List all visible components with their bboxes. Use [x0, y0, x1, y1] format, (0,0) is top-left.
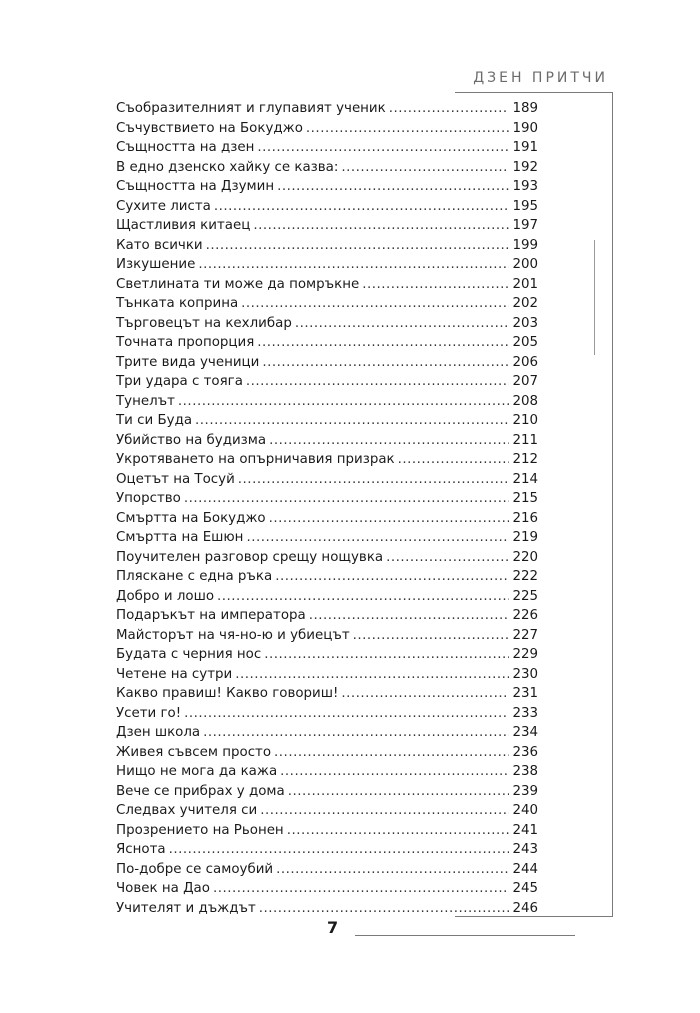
toc-entry-page: 206 [512, 354, 538, 370]
toc-entry [116, 840, 538, 860]
toc-entry-title: Пляскане с една ръка [116, 569, 273, 584]
toc-entry-page: 243 [512, 842, 538, 857]
running-title: ДЗЕН ПРИТЧИ [473, 70, 608, 86]
toc-entry [116, 294, 538, 314]
toc-dot-leader [241, 294, 509, 314]
toc-entry-title: Точната пропорция [116, 335, 255, 350]
toc-dot-leader [341, 158, 509, 178]
toc-dot-leader [203, 723, 509, 743]
toc-entry-title: Изкушение [116, 257, 196, 272]
toc-dot-leader [280, 762, 509, 782]
toc-entry [116, 528, 538, 548]
toc-dot-leader [246, 372, 509, 392]
toc-entry-page: 230 [512, 666, 538, 682]
toc-entry-title: Същността на Дзумин [116, 179, 275, 194]
toc-entry-page: 215 [512, 491, 538, 506]
toc-entry [116, 197, 538, 217]
toc-dot-leader [269, 509, 509, 529]
toc-dot-leader [253, 216, 509, 236]
toc-entry [116, 684, 538, 704]
toc-dot-leader [260, 801, 509, 821]
toc-entry-title: Щастливия китаец [116, 218, 251, 233]
toc-entry-title: Следвах учителя си [116, 803, 258, 818]
toc-entry-page: 229 [512, 647, 538, 662]
toc-entry [116, 743, 538, 763]
toc-entry-title: Подаръкът на императора [116, 608, 306, 623]
toc-dot-leader [246, 528, 509, 548]
toc-entry-page: 201 [512, 276, 538, 292]
toc-entry-page: 245 [512, 881, 538, 896]
toc-entry [116, 450, 538, 470]
toc-dot-leader [287, 821, 509, 841]
toc-entry-title: Съчувствието на Бокуджо [116, 120, 303, 136]
toc-entry [116, 665, 538, 685]
toc-entry [116, 548, 538, 568]
toc-entry [116, 489, 538, 509]
toc-entry-page: 225 [512, 588, 538, 604]
page-number: 7 [327, 918, 339, 937]
toc-dot-leader [217, 587, 509, 607]
toc-entry-title: Учителят и дъждът [116, 900, 256, 916]
toc-entry-title: Живея съвсем просто [116, 744, 272, 760]
toc-entry-page: 227 [512, 627, 538, 643]
toc-entry-title: Дзен школа [116, 725, 201, 740]
toc-entry-title: В едно дзенско хайку се казва: [116, 159, 339, 175]
toc-entry-title: Човек на Дао [116, 881, 210, 896]
toc-dot-leader [195, 411, 509, 431]
toc-dot-leader [275, 567, 509, 587]
toc-entry-page: 189 [512, 101, 538, 116]
toc-entry-page: 231 [512, 686, 538, 701]
toc-dot-leader [213, 879, 509, 899]
margin-rule-top [612, 92, 613, 354]
toc-entry [116, 119, 538, 139]
toc-entry [116, 645, 538, 665]
toc-dot-leader [309, 606, 509, 626]
toc-entry-title: Оцетът на Тосуй [116, 471, 235, 487]
toc-entry [116, 177, 538, 197]
toc-dot-leader [198, 255, 509, 275]
table-of-contents [116, 99, 538, 918]
toc-entry [116, 879, 538, 899]
toc-entry [116, 411, 538, 431]
toc-dot-leader [353, 626, 509, 646]
toc-entry [116, 236, 538, 256]
toc-entry [116, 99, 538, 119]
toc-entry [116, 138, 538, 158]
toc-entry [116, 314, 538, 334]
header-rule [455, 92, 613, 93]
toc-entry-title: Укротяването на опърничавия призрак [116, 452, 395, 467]
toc-entry-page: 200 [512, 257, 538, 272]
toc-entry-title: Смъртта на Ешюн [116, 530, 244, 545]
toc-entry-title: Яснота [116, 842, 166, 857]
toc-entry-page: 191 [512, 140, 538, 155]
toc-dot-leader [277, 177, 509, 197]
toc-dot-leader [386, 548, 509, 568]
toc-entry-title: Добро и лошо [116, 588, 215, 604]
toc-entry [116, 567, 538, 587]
toc-entry [116, 431, 538, 451]
toc-entry [116, 372, 538, 392]
toc-entry [116, 899, 538, 919]
toc-entry-page: 240 [512, 803, 538, 818]
toc-entry [116, 821, 538, 841]
toc-entry-page: 241 [512, 822, 538, 838]
toc-dot-leader [262, 353, 509, 373]
margin-rule-inner [594, 240, 595, 355]
toc-dot-leader [214, 197, 509, 217]
toc-entry-page: 205 [512, 335, 538, 350]
toc-entry [116, 606, 538, 626]
toc-entry-page: 246 [512, 900, 538, 916]
toc-entry-page: 207 [512, 374, 538, 389]
toc-entry [116, 762, 538, 782]
toc-entry-page: 219 [512, 530, 538, 545]
toc-entry-page: 212 [512, 452, 538, 467]
toc-entry-title: Тунелът [116, 393, 175, 409]
toc-entry-title: Ти си Буда [116, 413, 193, 428]
toc-entry [116, 626, 538, 646]
toc-entry-page: 244 [512, 861, 538, 877]
toc-entry [116, 470, 538, 490]
toc-entry-title: Усети го! [116, 705, 182, 721]
toc-entry-page: 190 [512, 120, 538, 136]
toc-entry-title: Тънката коприна [116, 296, 239, 311]
toc-dot-leader [259, 899, 509, 919]
toc-entry [116, 587, 538, 607]
toc-dot-leader [389, 99, 509, 119]
toc-entry-title: Съобразителният и глупавият ученик [116, 101, 386, 116]
toc-entry [116, 801, 538, 821]
toc-entry-page: 222 [512, 569, 538, 584]
toc-dot-leader [184, 704, 509, 724]
toc-entry-title: Като всички [116, 237, 203, 253]
toc-entry [116, 509, 538, 529]
toc-dot-leader [238, 470, 509, 490]
toc-dot-leader [398, 450, 509, 470]
toc-entry-title: Същността на дзен [116, 140, 255, 155]
toc-entry-page: 211 [512, 432, 538, 448]
toc-entry-page: 214 [512, 471, 538, 487]
toc-entry-page: 192 [512, 159, 538, 175]
toc-entry-page: 197 [512, 218, 538, 233]
footer-rule-lower [355, 935, 575, 936]
toc-entry-page: 210 [512, 413, 538, 428]
toc-entry-title: Прозрението на Рьонен [116, 822, 284, 838]
toc-entry-title: Смъртта на Бокуджо [116, 510, 266, 526]
toc-dot-leader [178, 392, 509, 412]
toc-entry-title: Упорство [116, 491, 181, 506]
toc-dot-leader [184, 489, 509, 509]
toc-dot-leader [274, 743, 509, 763]
toc-entry-title: Майсторът на чя-но-ю и убиецът [116, 627, 350, 643]
toc-entry [116, 723, 538, 743]
toc-entry [116, 860, 538, 880]
toc-entry-page: 208 [512, 393, 538, 409]
toc-dot-leader [341, 684, 509, 704]
toc-dot-leader [288, 782, 509, 802]
toc-entry-title: Светлината ти може да помръкне [116, 276, 360, 292]
toc-entry-page: 226 [512, 608, 538, 623]
toc-entry-page: 216 [512, 510, 538, 526]
toc-dot-leader [206, 236, 509, 256]
toc-entry-page: 193 [512, 179, 538, 194]
toc-entry-page: 234 [512, 725, 538, 740]
toc-entry-title: Сухите листа [116, 198, 211, 214]
toc-dot-leader [264, 645, 509, 665]
toc-entry [116, 782, 538, 802]
toc-dot-leader [276, 860, 509, 880]
toc-entry [116, 333, 538, 353]
toc-entry-page: 236 [512, 744, 538, 760]
toc-entry [116, 392, 538, 412]
toc-dot-leader [362, 275, 509, 295]
toc-dot-leader [257, 138, 509, 158]
toc-entry [116, 704, 538, 724]
toc-entry-title: Четене на сутри [116, 666, 233, 682]
toc-entry [116, 158, 538, 178]
toc-dot-leader [295, 314, 509, 334]
toc-entry-page: 203 [512, 315, 538, 331]
margin-rule-long [612, 354, 613, 916]
toc-entry [116, 353, 538, 373]
toc-entry-title: Три удара с тояга [116, 374, 243, 389]
toc-entry [116, 255, 538, 275]
toc-entry-page: 238 [512, 764, 538, 779]
toc-entry [116, 216, 538, 236]
toc-entry-page: 233 [512, 705, 538, 721]
toc-dot-leader [169, 840, 509, 860]
toc-entry-title: Поучителен разговор срещу нощувка [116, 549, 384, 565]
toc-entry-title: Трите вида ученици [116, 354, 260, 370]
toc-entry-page: 220 [512, 549, 538, 565]
toc-entry-title: Търговецът на кехлибар [116, 315, 292, 331]
toc-dot-leader [257, 333, 509, 353]
toc-entry-title: Будата с черния нос [116, 647, 262, 662]
toc-entry-page: 195 [512, 198, 538, 214]
toc-entry-title: Нищо не мога да кажа [116, 764, 278, 779]
toc-entry-page: 199 [512, 237, 538, 253]
toc-entry-page: 239 [512, 783, 538, 799]
toc-entry-title: Какво правиш! Какво говориш! [116, 686, 339, 701]
toc-entry-title: Вече се прибрах у дома [116, 783, 285, 799]
toc-entry [116, 275, 538, 295]
toc-entry-title: По-добре се самоубий [116, 861, 274, 877]
toc-dot-leader [269, 431, 509, 451]
toc-dot-leader [235, 665, 509, 685]
toc-entry-page: 202 [512, 296, 538, 311]
toc-dot-leader [306, 119, 509, 139]
toc-entry-title: Убийство на будизма [116, 432, 267, 448]
